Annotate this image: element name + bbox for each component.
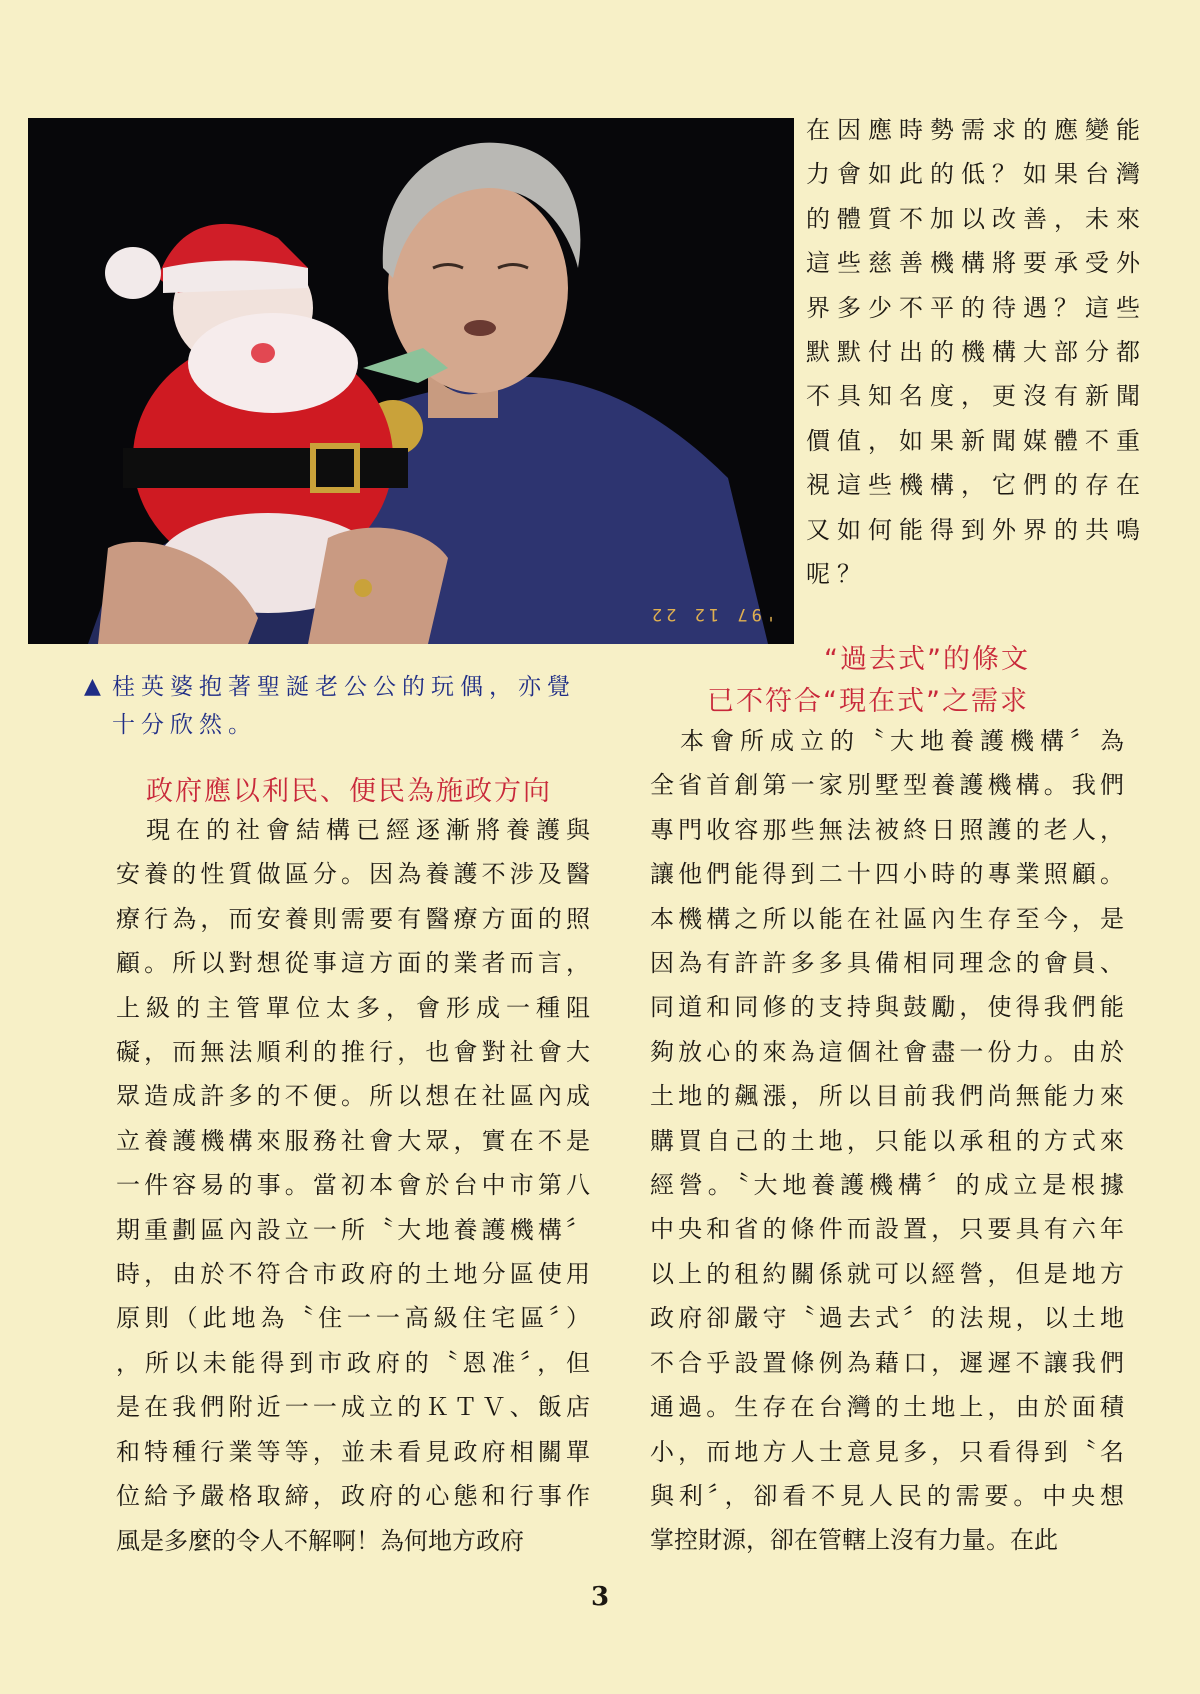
right-body-column	[650, 719, 1124, 1563]
text-line: 時，由於不符合市政府的土地分區使用	[116, 1260, 590, 1289]
text-line: 又如何能得到外界的共鳴	[806, 515, 1147, 544]
text-line: 的體質不加以改善，未來	[806, 204, 1147, 233]
text-line: 本機構之所以能在社區內生存至今，是	[650, 904, 1124, 933]
text-line: 在因應時勢需求的應變能	[806, 116, 1147, 144]
text-line: 土地的飆漲，所以目前我們尚無能力來	[650, 1082, 1124, 1111]
text-line: 通過。生存在台灣的土地上，由於面積	[650, 1393, 1124, 1422]
text-line: 礙，而無法順利的推行，也會對社會大	[116, 1038, 590, 1067]
text-line: 現在的社會結構已經逐漸將養護與	[116, 816, 590, 844]
right-top-column	[806, 108, 1147, 596]
text-line: 與利〞，卻看不見人民的需要。中央想	[650, 1481, 1124, 1510]
text-line: 療行為，而安養則需要有醫療方面的照	[116, 904, 590, 933]
text-line: 夠放心的來為這個社會盡一份力。由於	[650, 1037, 1124, 1066]
text-line: 和特種行業等等，並未看見政府相關單	[116, 1437, 590, 1466]
text-line: 專門收容那些無法被終日照護的老人，	[650, 815, 1124, 844]
text-line: 一件容易的事。當初本會於台中市第八	[116, 1171, 590, 1200]
text-line: 期重劃區內設立一所〝大地養護機構〞	[116, 1215, 590, 1244]
text-line: 不合乎設置條例為藉口，遲遲不讓我們	[650, 1348, 1124, 1377]
text-line: 這些慈善機構將要承受外	[806, 249, 1147, 278]
heading-present-tense: 已不符合“現在式”之需求	[707, 686, 1029, 717]
text-line: 不具知名度，更沒有新聞	[806, 382, 1147, 411]
text-line: 小，而地方人士意見多，只看得到〝名	[650, 1437, 1124, 1466]
text-line: 顧。所以對想從事這方面的業者而言，	[116, 949, 590, 978]
text-line: 掌控財源，卻在管轄上沒有力量。在此	[650, 1526, 1058, 1555]
text-line: 購買自己的土地，只能以承租的方式來	[650, 1126, 1124, 1155]
text-line: 風是多麼的令人不解啊！為何地方政府	[116, 1526, 524, 1555]
heading-government-policy: 政府應以利民、便民為施政方向	[146, 776, 552, 807]
text-line: 讓他們能得到二十四小時的專業照顧。	[650, 860, 1124, 889]
photo-illustration	[28, 118, 794, 644]
text-line: 經營。〝大地養護機構〞的成立是根據	[650, 1171, 1124, 1200]
left-body-column	[116, 808, 590, 1563]
text-line: 原則（此地為〝住一一高級住宅區〞）	[116, 1304, 590, 1333]
photo-date-stamp: '97 12 22	[647, 604, 776, 624]
text-line: ，所以未能得到市政府的〝恩准〞，但	[116, 1348, 590, 1377]
text-line: 因為有許許多多具備相同理念的會員、	[650, 949, 1124, 978]
photo-elderly-woman-with-santa-doll	[28, 118, 794, 644]
text-line: 同道和同修的支持與鼓勵，使得我們能	[650, 993, 1124, 1022]
text-line: 中央和省的條件而設置，只要具有六年	[650, 1215, 1124, 1244]
caption-line-2: 十分欣然。	[112, 712, 257, 738]
page-number: 3	[590, 1582, 610, 1612]
text-line: 價值，如果新聞媒體不重	[806, 426, 1147, 455]
photo-caption	[84, 668, 612, 744]
caption-line-1: 桂英婆抱著聖誕老公公的玩偶，亦覺	[112, 674, 576, 700]
triangle-marker-icon: ▲	[84, 674, 107, 699]
text-line: 立養護機構來服務社會大眾，實在不是	[116, 1126, 590, 1155]
text-line: 以上的租約關係就可以經營，但是地方	[650, 1259, 1124, 1288]
text-line: 安養的性質做區分。因為養護不涉及醫	[116, 860, 590, 889]
text-line: 視這些機構，它們的存在	[806, 471, 1147, 500]
text-line: 政府卻嚴守〝過去式〞的法規，以土地	[650, 1304, 1124, 1333]
text-line: 默默付出的機構大部分都	[806, 338, 1147, 367]
text-line: 全省首創第一家別墅型養護機構。我們	[650, 771, 1124, 800]
text-line: 界多少不平的待遇？這些	[806, 293, 1147, 322]
text-line: 眾造成許多的不便。所以想在社區內成	[116, 1082, 590, 1111]
heading-past-tense: “過去式”的條文	[824, 644, 1030, 675]
text-line: 上級的主管單位太多，會形成一種阻	[116, 993, 590, 1022]
text-line: 呢？	[806, 560, 868, 589]
text-line: 本會所成立的〝大地養護機構〞為	[650, 727, 1124, 755]
text-line: 力會如此的低？如果台灣	[806, 160, 1147, 189]
text-line: 位給予嚴格取締，政府的心態和行事作	[116, 1482, 590, 1511]
text-line: 是在我們附近一一成立的ＫＴＶ、飯店	[116, 1393, 590, 1422]
